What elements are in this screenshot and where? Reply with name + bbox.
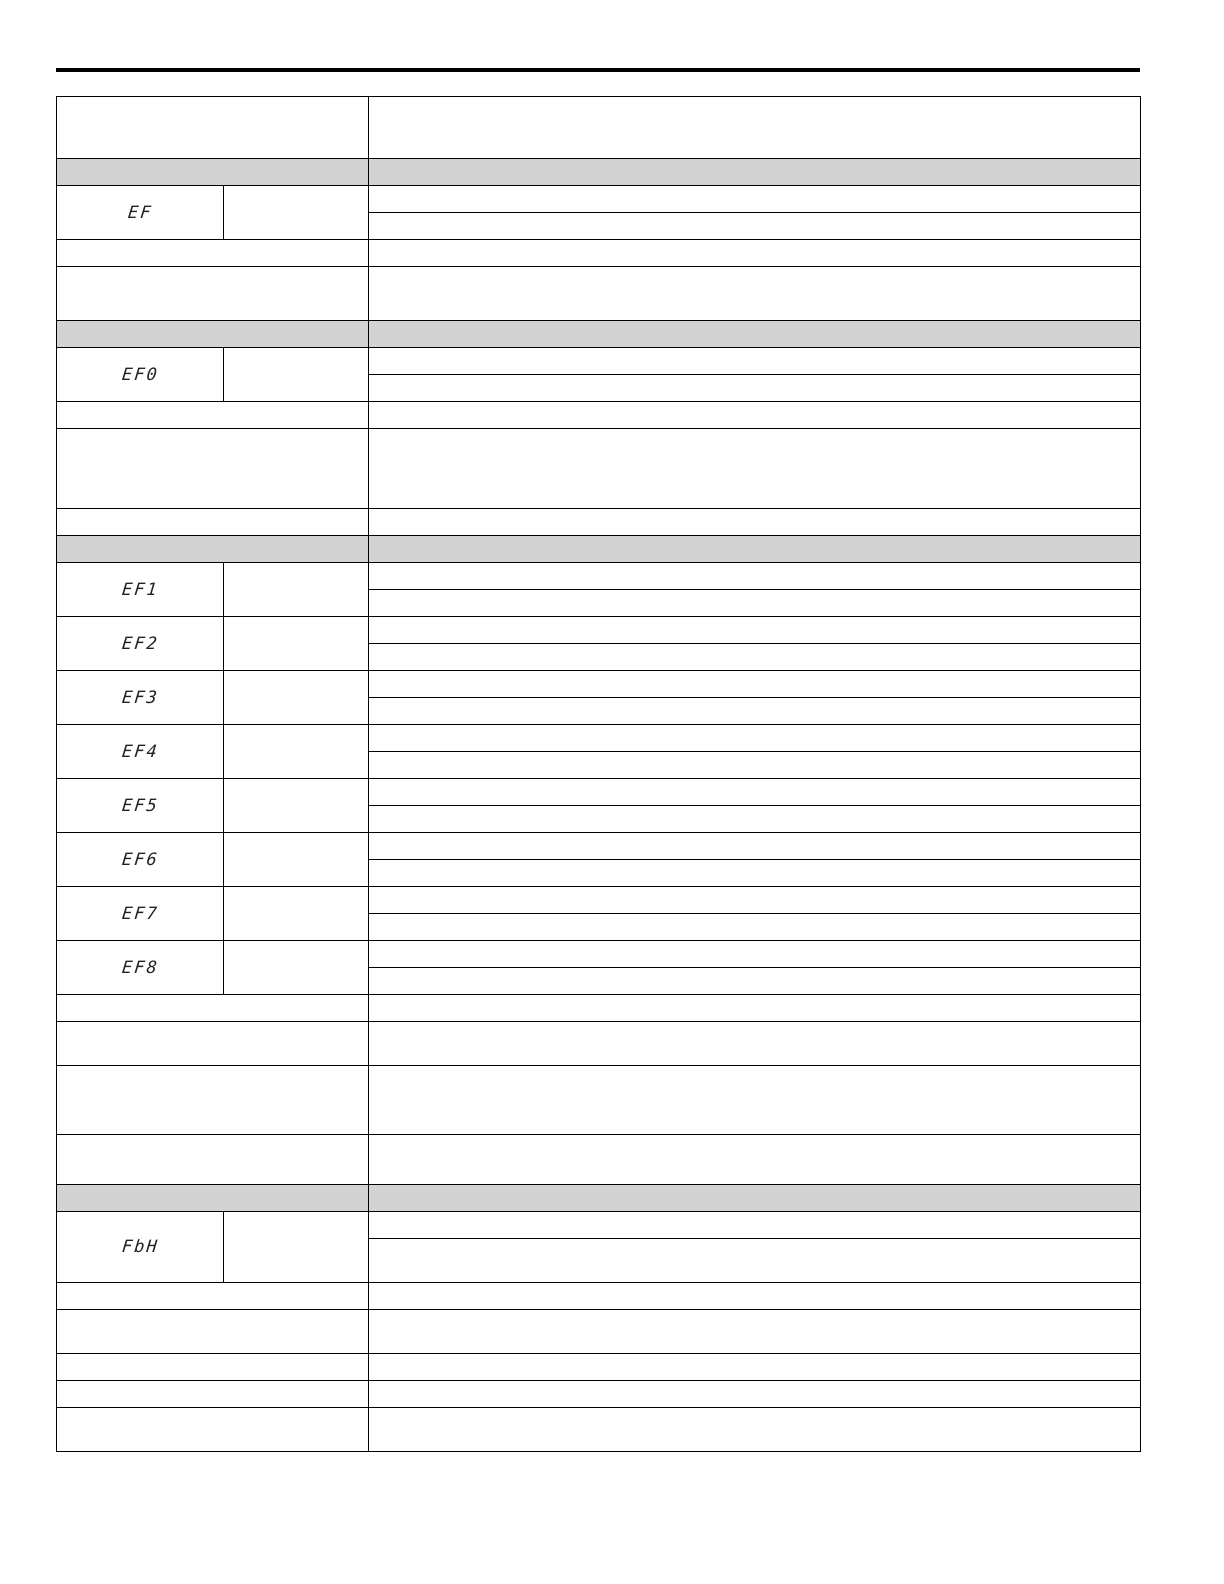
table-row	[57, 671, 1141, 698]
fault-table	[56, 96, 1141, 1452]
fault-code-ef0: EF0	[120, 364, 160, 385]
fault-code-cell	[57, 941, 224, 995]
table-row	[57, 1135, 1141, 1185]
fault-code-ef5: EF5	[120, 795, 160, 816]
table-row	[57, 833, 1141, 860]
table-row	[57, 887, 1141, 914]
fault-code-ef6: EF6	[120, 849, 160, 870]
table-row	[57, 97, 1141, 159]
table-row	[57, 995, 1141, 1022]
table-row	[57, 779, 1141, 806]
fault-code-ef2: EF2	[120, 633, 160, 654]
fault-code-cell	[57, 348, 224, 402]
fault-code-cell	[57, 833, 224, 887]
fault-code-ef1: EF1	[120, 579, 160, 600]
section-header-row	[57, 1185, 1141, 1212]
table-row	[57, 267, 1141, 321]
table-row	[57, 429, 1141, 509]
fault-code-cell	[57, 887, 224, 941]
fault-code-cell	[57, 563, 224, 617]
header-rule	[56, 68, 1140, 72]
section-header-row	[57, 536, 1141, 563]
fault-code-ef3: EF3	[120, 687, 160, 708]
table-row	[57, 563, 1141, 590]
section-header-row	[57, 321, 1141, 348]
table-row	[57, 1381, 1141, 1408]
table-row	[57, 1283, 1141, 1310]
table-row	[57, 1408, 1141, 1452]
section-header-row	[57, 159, 1141, 186]
table-row	[57, 348, 1141, 375]
table-row	[57, 509, 1141, 536]
fault-code-cell	[57, 671, 224, 725]
table-row	[57, 617, 1141, 644]
table-row	[57, 402, 1141, 429]
table-row	[57, 1354, 1141, 1381]
table-row	[57, 1022, 1141, 1066]
fault-code-ef8: EF8	[120, 957, 160, 978]
fault-code-cell	[57, 1212, 224, 1283]
table-row	[57, 240, 1141, 267]
fault-code-cell	[57, 617, 224, 671]
fault-code-ef7: EF7	[120, 903, 160, 924]
fault-code-cell	[57, 779, 224, 833]
table-row	[57, 725, 1141, 752]
table-row	[57, 186, 1141, 213]
table-row	[57, 1066, 1141, 1135]
table-row	[57, 941, 1141, 968]
fault-code-cell	[57, 186, 224, 240]
fault-code-ef4: EF4	[120, 741, 160, 762]
table-row	[57, 1212, 1141, 1239]
fault-code-ef: EF	[126, 202, 154, 223]
fault-code-fbh: FbH	[120, 1237, 160, 1257]
fault-code-cell	[57, 725, 224, 779]
table-row	[57, 1310, 1141, 1354]
